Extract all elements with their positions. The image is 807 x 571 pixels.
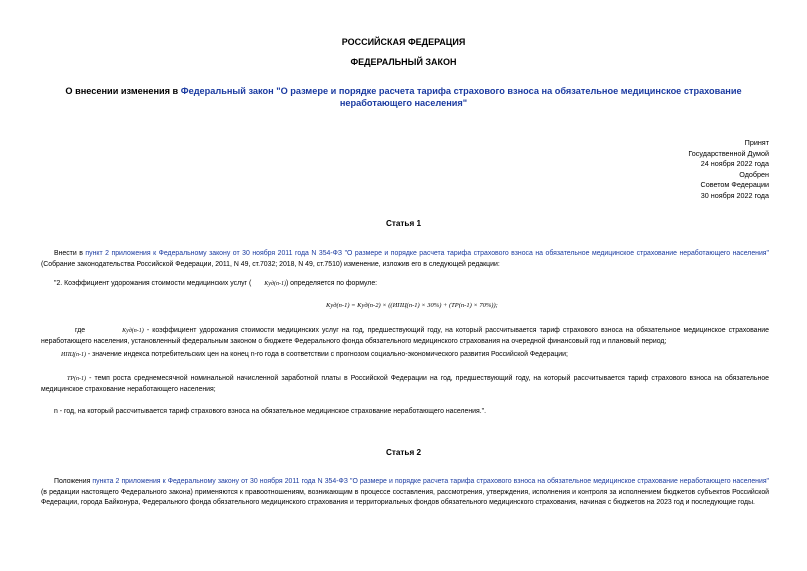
where-n: n - год, на который рассчитывается тариф страхового взноса на обязательное медицинское страхование неработающего населения.". [54, 408, 487, 415]
kud-where-var-image: Kуд(n-1) [122, 328, 144, 334]
where-text: - коэффициент удорожания стоимости медицинских услуг на год, предшествующий году, на который рассчитывается тариф страхового взноса на обязательное медицинское страхование неработающего населения, установленный федеральным законом о бюджете Федерального фонда обязательного медицинского страхования на очередной финансовый год и плановый период; [41, 327, 769, 345]
tr-text: - темп роста среднемесячной номинальной начисленной заработной платы в Российской Федерации на год, предшествующий году, на который рассчитывается тариф страхового взноса на обязательное медицинское страхование неработающего населения; [41, 375, 769, 393]
where-tr [41, 374, 769, 395]
kud-var-image: Kуд(n-1) [264, 281, 286, 287]
point2-pre: "2. Коэффициент удорожания стоимости медицинских услуг ( [54, 280, 252, 287]
art2-law-link[interactable]: пункта 2 приложения к Федеральному закону от 30 ноября 2011 года N 354-ФЗ "О размере и порядке расчета тарифа страхового взноса на обязательное медицинское страхование неработающего населения" [92, 478, 769, 485]
formula-image: Kуд(n-1) = Kуд(n-2) × ((ИПЦ(n-1) × 30%) + (ТР(n-1) × 70%)); [326, 302, 498, 309]
article2-text [41, 477, 769, 509]
accept-line: Одобрен [739, 169, 769, 179]
point2-text [41, 279, 769, 290]
point2-post: ) определяется по формуле: [285, 280, 378, 287]
where-pre: где [75, 327, 86, 334]
accept-line: Принят [744, 138, 769, 147]
accept-line: 24 ноября 2022 года [700, 159, 769, 169]
art2-post: (в редакции настоящего Федерального закона) применяются к правоотношениям, возникающим в процессе составления, рассмотрения, утверждения, исполнения и контроля за исполнением бюджетов субъектов Российской Федерации, города Байконура, Федерального фонда обязательного медицинского страхования и территориальных фондов обязательного медицинского страхования, начиная с бюджетов на 2023 год и последующие годы. [41, 488, 769, 507]
ipc-text: - значение индекса потребительских цен на конец n-го года в соответствии с прогнозом социально-экономического развития Российской Федерации; [86, 351, 568, 358]
tr-var-image: ТР(n-1) [67, 376, 86, 382]
intro-post: (Собрание законодательства Российской Федерации, 2011, N 49, ст.7032; 2018, N 49, ст.7510) изменение, изложив его в следующей редакции: [41, 260, 500, 268]
article2-heading: Статья 2 [385, 448, 422, 457]
article1-heading: Статья 1 [385, 219, 422, 228]
country-heading: РОССИЙСКАЯ ФЕДЕРАЦИЯ [341, 37, 466, 47]
ipc-var-image: ИПЦ(n-1) [61, 352, 86, 358]
accept-line: 30 ноября 2022 года [700, 190, 769, 200]
art2-pre: Положения [54, 478, 93, 485]
acceptance-block [688, 138, 769, 202]
article1-intro [41, 249, 769, 270]
title-prefix: О внесении изменения в [65, 86, 181, 96]
accept-line: Советом Федерации [700, 180, 769, 190]
intro-law-link[interactable]: пункт 2 приложения к Федеральному закону от 30 ноября 2011 года N 354-ФЗ "О размере и порядке расчета тарифа страхового взноса на обязательное медицинское страхование неработающего населения" [85, 250, 769, 257]
accept-line: Государственной Думой [688, 148, 769, 158]
title-law-link[interactable]: Федеральный закон "О размере и порядке расчета тарифа страхового взноса на обязательное медицинское страхование неработающего населения" [180, 86, 742, 108]
where-ipc [41, 350, 769, 361]
where-kud [41, 326, 769, 347]
intro-pre: Внести в [54, 250, 86, 257]
law-title [30, 85, 777, 109]
doc-type-heading: ФЕДЕРАЛЬНЫЙ ЗАКОН [350, 57, 457, 67]
